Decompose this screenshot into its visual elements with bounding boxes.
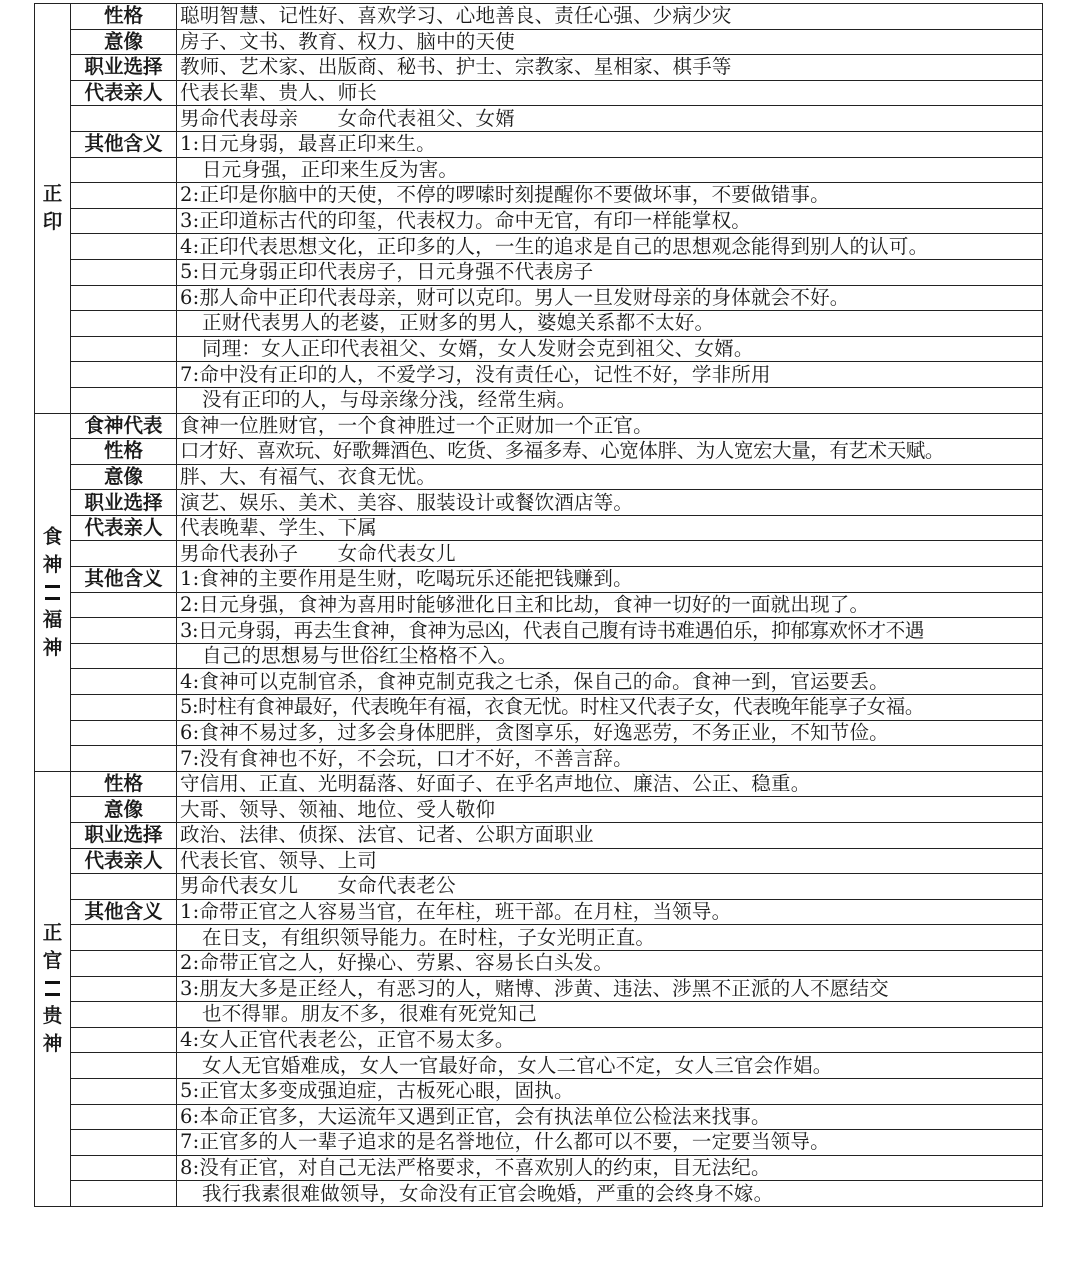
table-row	[35, 925, 1043, 951]
row-text: 食神一位胜财官，一个食神胜过一个正财加一个正官。	[177, 413, 1043, 439]
row-label	[71, 1130, 177, 1156]
row-label	[71, 208, 177, 234]
row-label	[71, 157, 177, 183]
table-row	[35, 567, 1043, 593]
table-row	[35, 55, 1043, 81]
row-text: 代表长辈、贵人、师长	[177, 80, 1043, 106]
row-label	[71, 592, 177, 618]
row-label	[71, 1078, 177, 1104]
section-group-label	[35, 413, 71, 771]
row-text: 7:没有食神也不好，不会玩，口才不好，不善言辞。	[177, 746, 1043, 772]
group-char: 贵	[42, 1004, 63, 1028]
table-row	[35, 643, 1043, 669]
row-label	[71, 1155, 177, 1181]
row-text: 2:正印是你脑中的天使，不停的啰嗦时刻提醒你不要做坏事，不要做错事。	[177, 183, 1043, 209]
row-text: 5:时柱有食神最好，代表晚年有福，衣食无忧。时柱又代表子女，代表晚年能享子女福。	[177, 695, 1043, 721]
row-text: 演艺、娱乐、美术、美容、服装设计或餐饮酒店等。	[177, 490, 1043, 516]
table-row	[35, 131, 1043, 157]
row-label: 代表亲人	[71, 848, 177, 874]
table-row	[35, 874, 1043, 900]
row-text: 自己的思想易与世俗红尘格格不入。	[177, 643, 1043, 669]
table-row	[35, 746, 1043, 772]
table-row	[35, 592, 1043, 618]
table-row	[35, 208, 1043, 234]
row-label: 性格	[71, 439, 177, 465]
row-text: 男命代表母亲 女命代表祖父、女婿	[177, 106, 1043, 132]
table-row	[35, 669, 1043, 695]
section-group-label	[35, 4, 71, 414]
reference-table	[34, 3, 1043, 1207]
row-text: 口才好、喜欢玩、好歌舞酒色、吃货、多福多寿、心宽体胖、为人宽宏大量，有艺术天赋。	[177, 439, 1043, 465]
row-label: 食神代表	[71, 413, 177, 439]
row-text: 3:朋友大多是正经人，有恶习的人，赌博、涉黄、违法、涉黑不正派的人不愿结交	[177, 976, 1043, 1002]
row-text: 1:命带正官之人容易当官，在年柱，班干部。在月柱，当领导。	[177, 899, 1043, 925]
equals-sign	[45, 981, 60, 996]
row-label: 职业选择	[71, 55, 177, 81]
row-label: 其他含义	[71, 567, 177, 593]
row-text: 我行我素很难做领导，女命没有正官会晚婚，严重的会终身不嫁。	[177, 1181, 1043, 1207]
group-char: 官	[42, 949, 63, 973]
row-text: 6:食神不易过多，过多会身体肥胖，贪图享乐，好逸恶劳，不务正业，不知节俭。	[177, 720, 1043, 746]
row-text: 女人无官婚难成，女人一官最好命，女人二官心不定，女人三官会作娼。	[177, 1053, 1043, 1079]
table-row	[35, 106, 1043, 132]
row-label: 意像	[71, 464, 177, 490]
table-row	[35, 4, 1043, 30]
row-label	[71, 259, 177, 285]
row-label: 性格	[71, 4, 177, 30]
table-row	[35, 336, 1043, 362]
row-label	[71, 183, 177, 209]
row-label: 其他含义	[71, 899, 177, 925]
equals-sign	[45, 585, 60, 600]
row-text: 6:那人命中正印代表母亲，财可以克印。男人一旦发财母亲的身体就会不好。	[177, 285, 1043, 311]
table-row	[35, 362, 1043, 388]
row-label	[71, 311, 177, 337]
row-text: 代表晚辈、学生、下属	[177, 515, 1043, 541]
row-text: 也不得罪。朋友不多，很难有死党知己	[177, 1002, 1043, 1028]
row-label: 其他含义	[71, 131, 177, 157]
table-row	[35, 720, 1043, 746]
table-row	[35, 618, 1043, 644]
row-label: 性格	[71, 771, 177, 797]
group-char: 正	[42, 182, 63, 206]
table-row	[35, 695, 1043, 721]
table-row	[35, 285, 1043, 311]
row-text: 1:日元身弱，最喜正印来生。	[177, 131, 1043, 157]
row-label	[71, 746, 177, 772]
table-row	[35, 771, 1043, 797]
row-label	[71, 1104, 177, 1130]
row-text: 男命代表孙子 女命代表女儿	[177, 541, 1043, 567]
row-text: 大哥、领导、领袖、地位、受人敬仰	[177, 797, 1043, 823]
row-label: 意像	[71, 29, 177, 55]
row-text: 1:食神的主要作用是生财，吃喝玩乐还能把钱赚到。	[177, 567, 1043, 593]
group-char: 神	[42, 635, 63, 659]
row-label: 代表亲人	[71, 80, 177, 106]
row-label	[71, 1027, 177, 1053]
group-char: 食	[42, 524, 63, 548]
row-text: 3:日元身弱，再去生食神，食神为忌凶，代表自己腹有诗书难遇伯乐，抑郁寡欢怀才不遇	[177, 618, 1043, 644]
row-label: 意像	[71, 797, 177, 823]
table-row	[35, 29, 1043, 55]
row-label	[71, 285, 177, 311]
row-label	[71, 925, 177, 951]
table-row	[35, 976, 1043, 1002]
row-label	[71, 1002, 177, 1028]
row-text: 5:日元身弱正印代表房子，日元身强不代表房子	[177, 259, 1043, 285]
row-text: 2:命带正官之人，好操心、劳累、容易长白头发。	[177, 950, 1043, 976]
table-row	[35, 1002, 1043, 1028]
table-row	[35, 1155, 1043, 1181]
row-label	[71, 387, 177, 413]
table-row	[35, 234, 1043, 260]
row-text: 胖、大、有福气、衣食无忧。	[177, 464, 1043, 490]
table-row	[35, 1053, 1043, 1079]
row-text: 教师、艺术家、出版商、秘书、护士、宗教家、星相家、棋手等	[177, 55, 1043, 81]
row-text: 政治、法律、侦探、法官、记者、公职方面职业	[177, 823, 1043, 849]
row-text: 守信用、正直、光明磊落、好面子、在乎名声地位、廉洁、公正、稳重。	[177, 771, 1043, 797]
row-text: 5:正官太多变成强迫症，古板死心眼，固执。	[177, 1078, 1043, 1104]
table-row	[35, 1181, 1043, 1207]
row-text: 3:正印道标古代的印玺，代表权力。命中无官，有印一样能掌权。	[177, 208, 1043, 234]
group-char: 印	[42, 210, 63, 234]
table-row	[35, 1104, 1043, 1130]
table-row	[35, 950, 1043, 976]
row-label	[71, 643, 177, 669]
row-label	[71, 720, 177, 746]
row-label	[71, 1181, 177, 1207]
row-text: 日元身强，正印来生反为害。	[177, 157, 1043, 183]
group-char: 福	[42, 607, 63, 631]
row-text: 没有正印的人，与母亲缘分浅，经常生病。	[177, 387, 1043, 413]
table-row	[35, 823, 1043, 849]
table-row	[35, 80, 1043, 106]
table-row	[35, 490, 1043, 516]
row-label	[71, 950, 177, 976]
row-label	[71, 669, 177, 695]
table-row	[35, 413, 1043, 439]
row-text: 7:正官多的人一辈子追求的是名誉地位，什么都可以不要，一定要当领导。	[177, 1130, 1043, 1156]
row-label: 代表亲人	[71, 515, 177, 541]
table-row	[35, 1078, 1043, 1104]
row-label	[71, 695, 177, 721]
table-row	[35, 541, 1043, 567]
row-text: 4:正印代表思想文化，正印多的人，一生的追求是自己的思想观念能得到别人的认可。	[177, 234, 1043, 260]
row-text: 6:本命正官多，大运流年又遇到正官，会有执法单位公检法来找事。	[177, 1104, 1043, 1130]
row-label	[71, 618, 177, 644]
row-label: 职业选择	[71, 823, 177, 849]
group-char: 神	[42, 552, 63, 576]
row-text: 同理：女人正印代表祖父、女婿，女人发财会克到祖父、女婿。	[177, 336, 1043, 362]
row-label	[71, 106, 177, 132]
group-char: 正	[42, 921, 63, 945]
table-row	[35, 1130, 1043, 1156]
row-text: 7:命中没有正印的人，不爱学习，没有责任心，记性不好，学非所用	[177, 362, 1043, 388]
row-label	[71, 976, 177, 1002]
row-label	[71, 336, 177, 362]
group-char: 神	[42, 1032, 63, 1056]
row-label: 职业选择	[71, 490, 177, 516]
table-row	[35, 259, 1043, 285]
row-label	[71, 234, 177, 260]
row-text: 房子、文书、教育、权力、脑中的天使	[177, 29, 1043, 55]
table-row	[35, 515, 1043, 541]
table-row	[35, 311, 1043, 337]
row-label	[71, 541, 177, 567]
row-text: 8:没有正官，对自己无法严格要求，不喜欢别人的约束，目无法纪。	[177, 1155, 1043, 1181]
section-group-label	[35, 771, 71, 1206]
table-row	[35, 439, 1043, 465]
table-row	[35, 464, 1043, 490]
row-text: 男命代表女儿 女命代表老公	[177, 874, 1043, 900]
row-text: 4:女人正官代表老公，正官不易太多。	[177, 1027, 1043, 1053]
row-label	[71, 362, 177, 388]
row-label	[71, 1053, 177, 1079]
table-row	[35, 899, 1043, 925]
row-label	[71, 874, 177, 900]
table-row	[35, 1027, 1043, 1053]
table-row	[35, 797, 1043, 823]
table-row	[35, 387, 1043, 413]
row-text: 代表长官、领导、上司	[177, 848, 1043, 874]
row-text: 4:食神可以克制官杀，食神克制克我之七杀，保自己的命。食神一到，官运要丢。	[177, 669, 1043, 695]
table-row	[35, 183, 1043, 209]
row-text: 聪明智慧、记性好、喜欢学习、心地善良、责任心强、少病少灾	[177, 4, 1043, 30]
table-body	[35, 4, 1043, 1207]
row-text: 2:日元身强，食神为喜用时能够泄化日主和比劫，食神一切好的一面就出现了。	[177, 592, 1043, 618]
table-row	[35, 848, 1043, 874]
table-row	[35, 157, 1043, 183]
row-text: 在日支，有组织领导能力。在时柱，子女光明正直。	[177, 925, 1043, 951]
row-text: 正财代表男人的老婆，正财多的男人，婆媳关系都不太好。	[177, 311, 1043, 337]
